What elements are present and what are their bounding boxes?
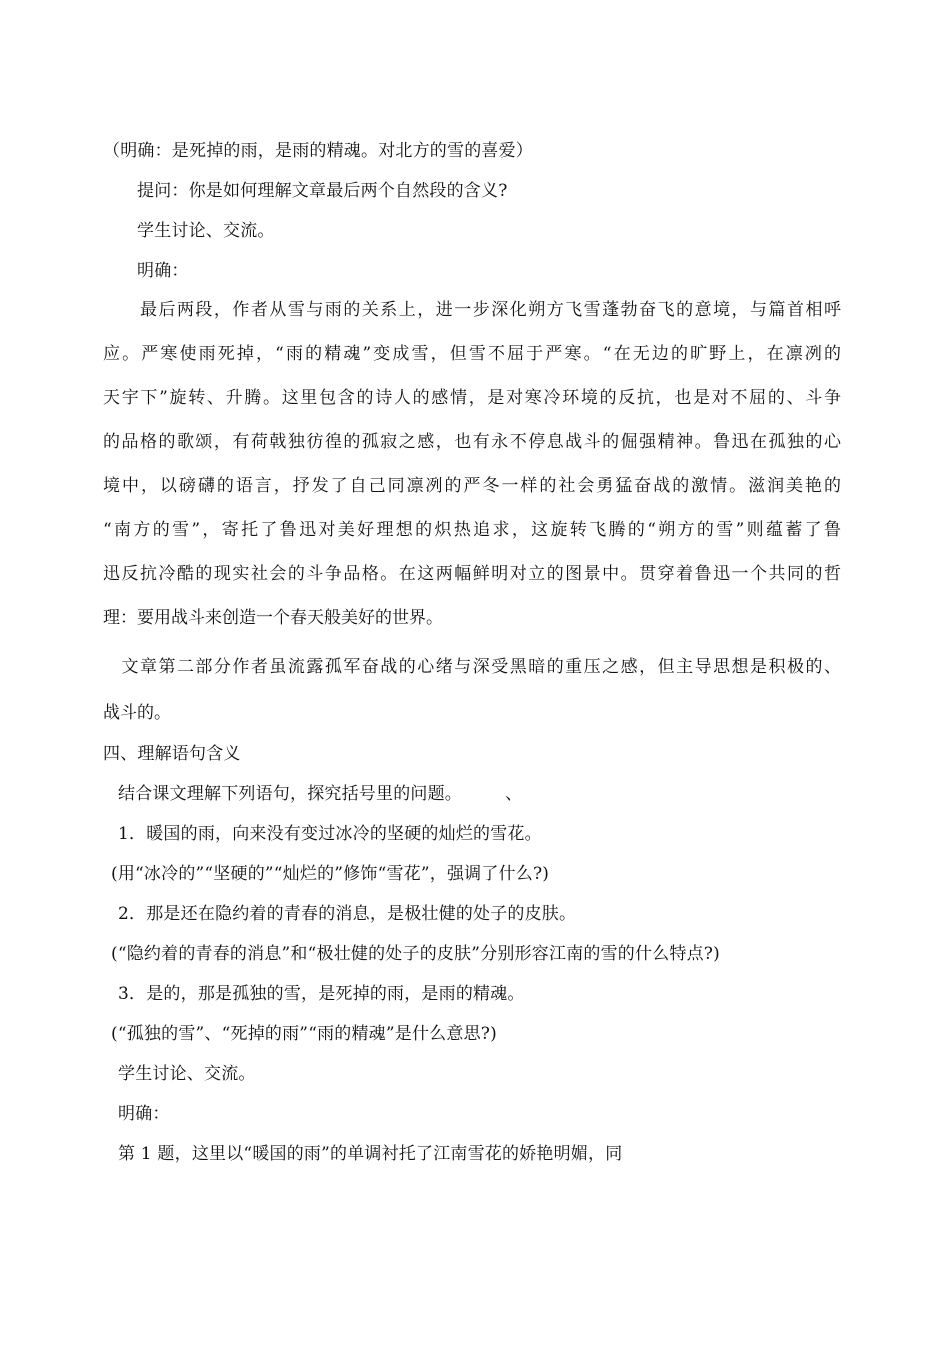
discussion-line: 学生讨论、交流。 bbox=[137, 221, 275, 241]
paragraph-line: 文章第二部分作者虽流露孤军奋战的心绪与深受黑暗的重压之感，但主导思想是积极的、 bbox=[103, 657, 841, 677]
sentence-2-question: (“隐约着的青春的消息”和“极壮健的处子的皮肤”分别形容江南的雪的什么特点?) bbox=[111, 944, 720, 964]
paragraph-line: 迅反抗冷酷的现实社会的斗争品格。在这两幅鲜明对立的图景中。贯穿着鲁迅一个共同的哲 bbox=[103, 564, 841, 584]
paragraph-line: 境中，以磅礴的语言，抒发了自己同凛冽的严冬一样的社会勇猛奋战的激情。滋润美艳的 bbox=[103, 476, 841, 496]
discussion-line-2: 学生讨论、交流。 bbox=[118, 1064, 256, 1084]
question-line: 提问：你是如何理解文章最后两个自然段的含义? bbox=[137, 181, 508, 201]
sentence-1-question: (用“冰冷的”“坚硬的”“灿烂的”修饰“雪花”，强调了什么?) bbox=[111, 864, 550, 884]
answer-line: （明确：是死掉的雨，是雨的精魂。对北方的雪的喜爱） bbox=[103, 141, 533, 161]
paragraph-line: 应。严寒使雨死掉，“雨的精魂”变成雪，但雪不屈于严寒。“在无边的旷野上，在凛冽的 bbox=[103, 344, 841, 364]
sentence-3: 3．是的，那是孤独的雪，是死掉的雨，是雨的精魂。 bbox=[118, 984, 525, 1004]
paragraph-line: 的品格的歌颂，有荷戟独彷徨的孤寂之感，也有永不停息战斗的倔强精神。鲁迅在孤独的心 bbox=[103, 432, 841, 452]
sentence-3-question: (“孤独的雪”、“死掉的雨”“雨的精魂”是什么意思?) bbox=[111, 1024, 497, 1044]
paragraph-line: 战斗的。 bbox=[103, 703, 171, 723]
instruction-line: 结合课文理解下列语句，探究括号里的问题。 、 bbox=[118, 784, 523, 804]
paragraph-line: 理：要用战斗来创造一个春天般美好的世界。 bbox=[103, 608, 443, 628]
paragraph-line: “南方的雪”，寄托了鲁迅对美好理想的炽热追求，这旋转飞腾的“朔方的雪”则蕴蓄了鲁 bbox=[103, 520, 841, 540]
sentence-1: 1．暖国的雨，向来没有变过冰冷的坚硬的灿烂的雪花。 bbox=[118, 824, 542, 844]
paragraph-line: 最后两段，作者从雪与雨的关系上，进一步深化朔方飞雪蓬勃奋飞的意境，与篇首相呼 bbox=[103, 300, 841, 320]
answer-1-line: 第 1 题，这里以“暖国的雨”的单调衬托了江南雪花的娇艳明媚，同 bbox=[118, 1144, 623, 1164]
section-heading: 四、理解语句含义 bbox=[103, 744, 241, 764]
sentence-2: 2．那是还在隐约着的青春的消息，是极壮健的处子的皮肤。 bbox=[118, 904, 577, 924]
clarify-label: 明确： bbox=[137, 261, 189, 281]
clarify-label-2: 明确： bbox=[118, 1104, 170, 1124]
paragraph-line: 天宇下”旋转、升腾。这里包含的诗人的感情，是对寒冷环境的反抗，也是对不屈的、斗争 bbox=[103, 388, 841, 408]
